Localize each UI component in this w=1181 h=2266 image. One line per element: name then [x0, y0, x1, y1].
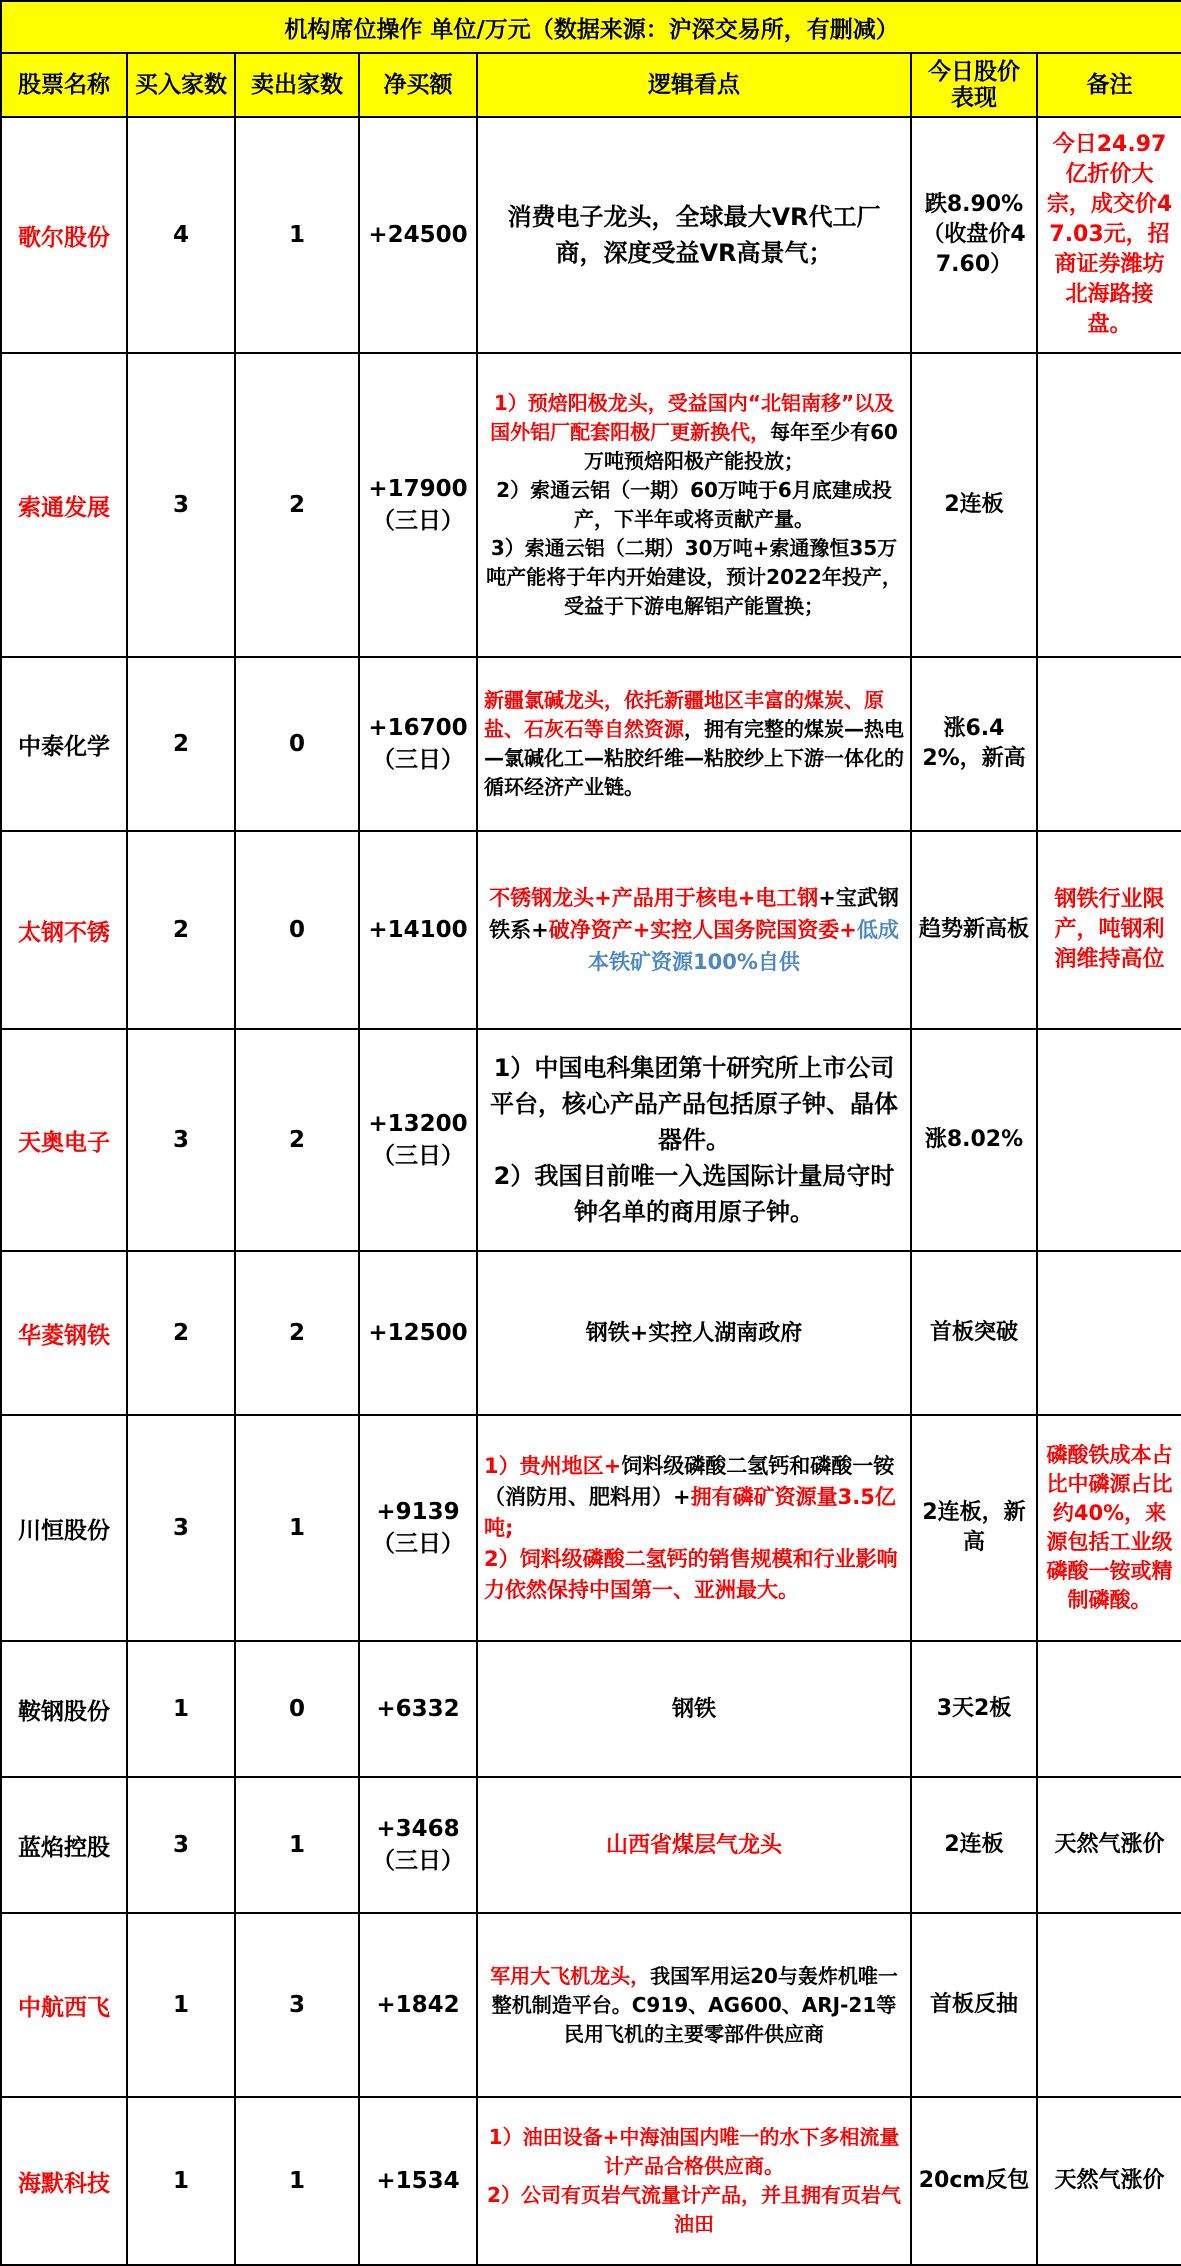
- logic-cell: [477, 657, 911, 831]
- sell-count: 2: [235, 1029, 359, 1251]
- table-row: [1, 117, 1181, 353]
- stock-name: 华菱钢铁: [1, 1251, 127, 1415]
- stock-name: 鞍钢股份: [1, 1641, 127, 1777]
- logic-text: 不锈钢龙头+产品用于核电+电工钢: [489, 886, 819, 910]
- table-title: 机构席位操作 单位/万元（数据来源：沪深交易所，有删减）: [1, 1, 1181, 53]
- sell-count: 1: [235, 1415, 359, 1641]
- stock-name: 太钢不锈: [1, 831, 127, 1029]
- logic-cell: [477, 1251, 911, 1415]
- header-performance: 今日股价表现: [911, 53, 1037, 117]
- logic-text: 1）中国电科集团第十研究所上市公司平台，核心产品产品包括原子钟、晶体器件。: [490, 1054, 898, 1154]
- net-buy-value: +16700: [368, 714, 468, 741]
- net-buy: [359, 2097, 477, 2265]
- buy-count: 2: [127, 657, 235, 831]
- logic-cell: [477, 2097, 911, 2265]
- logic-text: ，拥有完整的煤炭—热电—氯碱化工—粘胶纤维—粘胶纱上下游一体化的循环经济产业链。: [484, 717, 904, 799]
- logic-text: 我国军用运20与轰炸机唯一整机制造平台。C919、AG600、ARJ-21等民用飞机的主要零部件供应商: [491, 1963, 898, 2046]
- table-row: [1, 657, 1181, 831]
- logic-text: 2）饲料级磷酸二氢钙的销售规模和行业影响力依然保持中国第一、亚洲最大。: [484, 1546, 898, 1602]
- note: 钢铁行业限产，吨钢利润维持高位: [1037, 831, 1181, 1029]
- net-buy-value: +14100: [368, 917, 468, 943]
- performance: 跌8.90%（收盘价47.60）: [911, 117, 1037, 353]
- logic-cell: [477, 1913, 911, 2097]
- sell-count: 0: [235, 1641, 359, 1777]
- performance: 趋势新高板: [911, 831, 1037, 1029]
- logic-cell: [477, 1029, 911, 1251]
- sell-count: 0: [235, 831, 359, 1029]
- buy-count: 1: [127, 1641, 235, 1777]
- logic-text: 山西省煤层气龙头: [605, 1832, 782, 1858]
- header-row: [1, 53, 1181, 117]
- net-buy: [359, 1029, 477, 1251]
- logic-text: 2）我国目前唯一入选国际计量局守时钟名单的商用原子钟。: [493, 1162, 895, 1226]
- logic-text: 低成本铁矿资源100%自供: [588, 918, 899, 974]
- table-title-row: [1, 1, 1181, 53]
- note: [1037, 1029, 1181, 1251]
- table-row: [1, 1251, 1181, 1415]
- logic-text: 拥有磷矿资源量3.5亿吨;: [484, 1484, 896, 1540]
- logic-text: 钢铁: [671, 1696, 716, 1722]
- logic-text: 新疆氯碱龙头，依托新疆地区丰富的煤炭、原盐、石灰石等自然资源: [484, 688, 884, 741]
- note: 磷酸铁成本占比中磷源占比约40%，来源包括工业级磷酸一铵或精制磷酸。: [1037, 1415, 1181, 1641]
- table-row: [1, 353, 1181, 657]
- performance: 首板反抽: [911, 1913, 1037, 2097]
- net-buy: [359, 831, 477, 1029]
- net-buy-value: +1842: [376, 1992, 460, 2018]
- buy-count: 1: [127, 2097, 235, 2265]
- note: [1037, 1251, 1181, 1415]
- note: [1037, 1913, 1181, 2097]
- buy-count: 3: [127, 1777, 235, 1913]
- logic-cell: [477, 117, 911, 353]
- sell-count: 1: [235, 1777, 359, 1913]
- table-row: [1, 1777, 1181, 1913]
- logic-text: 饲料级磷酸二氢钙和磷酸一铵（消防用、肥料用）+: [484, 1453, 895, 1509]
- buy-count: 3: [127, 1415, 235, 1641]
- performance: 涨8.02%: [911, 1029, 1037, 1251]
- sell-count: 2: [235, 1251, 359, 1415]
- table-row: [1, 1415, 1181, 1641]
- stock-name: 中泰化学: [1, 657, 127, 831]
- net-buy-period: （三日）: [372, 507, 464, 534]
- logic-cell: [477, 831, 911, 1029]
- logic-text: 1）油田设备+中海油国内唯一的水下多相流量计产品合格供应商。: [488, 2125, 900, 2178]
- table-row: [1, 831, 1181, 1029]
- logic-cell: [477, 1415, 911, 1641]
- sell-count: 0: [235, 657, 359, 831]
- logic-text: 2）索通云铝（一期）60万吨于6月底建成投产，下半年或将贡献产量。: [496, 478, 892, 531]
- header-stock-name: 股票名称: [1, 53, 127, 117]
- note: 今日24.97亿折价大宗，成交价47.03元，招商证券潍坊北海路接盘。: [1037, 117, 1181, 353]
- net-buy: [359, 1251, 477, 1415]
- note: [1037, 353, 1181, 657]
- logic-cell: [477, 353, 911, 657]
- net-buy-period: （三日）: [372, 1847, 464, 1874]
- net-buy: [359, 657, 477, 831]
- logic-text: 2）公司有页岩气流量计产品，并且拥有页岩气油田: [487, 2183, 901, 2236]
- buy-count: 2: [127, 831, 235, 1029]
- stock-name: 索通发展: [1, 353, 127, 657]
- net-buy: [359, 1641, 477, 1777]
- net-buy-value: +3468: [376, 1815, 460, 1842]
- buy-count: 4: [127, 117, 235, 353]
- stock-name: 中航西飞: [1, 1913, 127, 2097]
- net-buy-value: +6332: [376, 1696, 460, 1722]
- header-net-buy: 净买额: [359, 53, 477, 117]
- logic-cell: [477, 1641, 911, 1777]
- sell-count: 2: [235, 353, 359, 657]
- logic-text: +宝武钢铁系+: [489, 886, 899, 942]
- net-buy-value: +12500: [368, 1320, 468, 1346]
- logic-text: 1）预焙阳极龙头，受益国内“北铝南移”以及国外铝厂配套阳极厂更新换代，: [490, 391, 895, 444]
- header-buy-count: 买入家数: [127, 53, 235, 117]
- sell-count: 1: [235, 117, 359, 353]
- header-logic: 逻辑看点: [477, 53, 911, 117]
- net-buy-period: （三日）: [372, 1530, 464, 1557]
- net-buy-value: +24500: [368, 222, 468, 248]
- table-row: [1, 2097, 1181, 2265]
- net-buy-value: +1534: [376, 2168, 460, 2194]
- performance: 涨6.42%，新高: [911, 657, 1037, 831]
- performance: 20cm反包: [911, 2097, 1037, 2265]
- sell-count: 3: [235, 1913, 359, 2097]
- stock-name: 海默科技: [1, 2097, 127, 2265]
- note: 天然气涨价: [1037, 1777, 1181, 1913]
- performance: 2连板: [911, 1777, 1037, 1913]
- table-row: [1, 1641, 1181, 1777]
- note: 天然气涨价: [1037, 2097, 1181, 2265]
- net-buy: [359, 1777, 477, 1913]
- stock-name: 川恒股份: [1, 1415, 127, 1641]
- performance: 3天2板: [911, 1641, 1037, 1777]
- net-buy: [359, 353, 477, 657]
- net-buy-value: +13200: [368, 1110, 468, 1137]
- logic-text: 每年至少有60万吨预焙阳极产能投放；: [584, 420, 898, 473]
- header-note: 备注: [1037, 53, 1181, 117]
- buy-count: 1: [127, 1913, 235, 2097]
- header-sell-count: 卖出家数: [235, 53, 359, 117]
- net-buy: [359, 117, 477, 353]
- note: [1037, 657, 1181, 831]
- logic-text: 军用大飞机龙头，: [490, 1963, 651, 1988]
- table-row: [1, 1029, 1181, 1251]
- buy-count: 3: [127, 353, 235, 657]
- logic-text: 消费电子龙头，全球最大VR代工厂商，深度受益VR高景气；: [507, 203, 881, 267]
- net-buy-period: （三日）: [372, 1142, 464, 1169]
- net-buy: [359, 1913, 477, 2097]
- performance: 首板突破: [911, 1251, 1037, 1415]
- net-buy-period: （三日）: [372, 746, 464, 773]
- note: [1037, 1641, 1181, 1777]
- logic-text: 1）贵州地区+: [484, 1453, 622, 1478]
- stock-name: 歌尔股份: [1, 117, 127, 353]
- buy-count: 3: [127, 1029, 235, 1251]
- table-row: [1, 1913, 1181, 2097]
- logic-text: 破净资产+实控人国务院国资委+: [548, 918, 857, 942]
- net-buy-value: +17900: [368, 475, 468, 502]
- net-buy: [359, 1415, 477, 1641]
- net-buy-value: +9139: [376, 1498, 460, 1525]
- buy-count: 2: [127, 1251, 235, 1415]
- logic-text: 3）索通云铝（二期）30万吨+索通豫恒35万吨产能将于年内开始建设，预计2022年投产，受益于下游电解铝产能置换；: [486, 536, 902, 618]
- performance: 2连板: [911, 353, 1037, 657]
- performance: 2连板，新高: [911, 1415, 1037, 1641]
- stock-name: 天奥电子: [1, 1029, 127, 1251]
- sell-count: 1: [235, 2097, 359, 2265]
- logic-text: 钢铁+实控人湖南政府: [585, 1320, 803, 1346]
- logic-cell: [477, 1777, 911, 1913]
- stock-name: 蓝焰控股: [1, 1777, 127, 1913]
